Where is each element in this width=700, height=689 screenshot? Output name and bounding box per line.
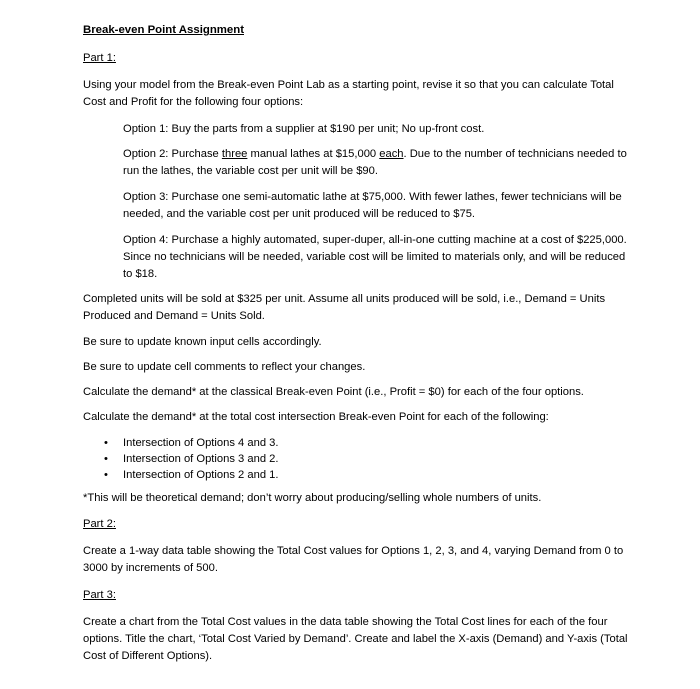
option-1: Option 1: Buy the parts from a supplier at $190 per unit; No up-front cost. [123,123,485,135]
footnote: *This will be theoretical demand; don’t worry about producing/selling whole numbers of units. [83,492,542,504]
list-item: • Intersection of Options 2 and 1. [83,467,628,483]
option-2: Option 2: Purchase three manual lathes at $15,000 each. Due to the number of technicians needed to run the lathes, the variable cost per unit will be $90. [123,148,627,177]
list-item: • Intersection of Options 4 and 3. [83,435,628,451]
part3-heading: Part 3: [83,589,116,601]
part1-heading: Part 1: [83,52,116,64]
part3-text: Create a chart from the Total Cost values in the data table showing the Total Cost lines for each of the four options. Title the chart, ‘Total Cost Varied by Demand’. Create and label the X-axis (Demand) and Y-axis (Total Cost of Different Options). [83,616,628,662]
part2-text: Create a 1-way data table showing the Total Cost values for Options 1, 2, 3, and 4, varying Demand from 0 to 3000 by increments of 500. [83,545,624,574]
update-inputs-text: Be sure to update known input cells accordingly. [83,336,322,348]
part2-heading: Part 2: [83,518,116,530]
option-4: Option 4: Purchase a highly automated, super-duper, all-in-one cutting machine at a cost of $225,000. Since no technicians will be needed, variable cost will be limited to materials only, and will be reduced to $18. [123,234,627,280]
update-comments-text: Be sure to update cell comments to reflect your changes. [83,361,366,373]
option-3: Option 3: Purchase one semi-automatic lathe at $75,000. With fewer lathes, fewer technicians will be needed, and the variable cost per unit produced will be reduced to $75. [123,191,622,220]
document [83,14,628,665]
classical-breakeven-text: Calculate the demand* at the classical Break-even Point (i.e., Profit = $0) for each of the four options. [83,386,584,398]
list-item: • Intersection of Options 3 and 2. [83,451,628,467]
page-title: Break-even Point Assignment [83,24,244,36]
intersection-list [83,435,628,483]
completed-units-text: Completed units will be sold at $325 per unit. Assume all units produced will be sold, i.e., Demand = Units Produced and Demand = Units Sold. [83,293,606,322]
intersection-intro-text: Calculate the demand* at the total cost intersection Break-even Point for each of the following: [83,411,549,423]
part1-intro: Using your model from the Break-even Point Lab as a starting point, revise it so that you can calculate Total Cost and Profit for the following four options: [83,79,614,108]
